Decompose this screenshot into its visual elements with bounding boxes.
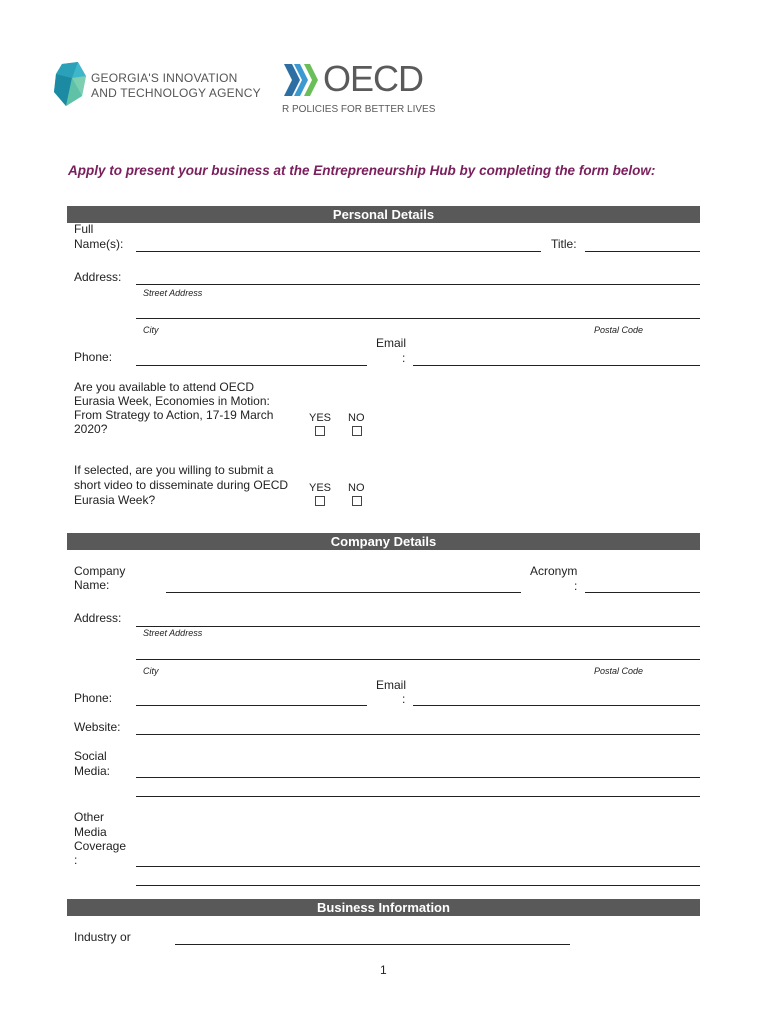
video-no-label: NO	[348, 482, 365, 494]
social-media-field-1[interactable]	[136, 777, 700, 778]
company-city-field[interactable]	[136, 659, 700, 660]
full-name-field[interactable]	[136, 251, 541, 252]
company-street-caption: Street Address	[143, 628, 203, 638]
social-media-label-1: Social	[74, 749, 107, 763]
video-yes-checkbox[interactable]	[315, 496, 325, 506]
personal-street-field[interactable]	[136, 284, 700, 285]
company-postal-caption: Postal Code	[594, 666, 644, 676]
personal-phone-label: Phone:	[74, 350, 113, 364]
oecd-logo-tagline: R POLICIES FOR BETTER LIVES	[282, 104, 436, 115]
oecd-logo-name: OECD	[323, 58, 424, 99]
attendance-yes-label: YES	[309, 412, 332, 424]
personal-email-label: Email	[376, 336, 407, 350]
company-details-header: Company Details	[67, 533, 700, 550]
website-field[interactable]	[136, 734, 700, 735]
video-no-checkbox[interactable]	[352, 496, 362, 506]
attendance-yes-checkbox[interactable]	[315, 426, 325, 436]
personal-details-header: Personal Details	[67, 206, 700, 223]
acronym-label: Acronym	[530, 564, 578, 578]
attendance-no-checkbox[interactable]	[352, 426, 362, 436]
title-field[interactable]	[585, 251, 700, 252]
other-media-field-2[interactable]	[136, 885, 700, 886]
personal-phone-field[interactable]	[136, 365, 367, 366]
company-email-label: Email	[376, 678, 407, 692]
company-name-label-2: Name:	[74, 578, 110, 592]
oecd-chevron-icon	[282, 60, 322, 100]
personal-street-caption: Street Address	[143, 288, 203, 298]
company-phone-label: Phone:	[74, 691, 113, 705]
company-address-label: Address:	[74, 611, 122, 625]
personal-email-colon: :	[402, 351, 406, 365]
website-label: Website:	[74, 720, 121, 734]
gita-logo-line2: AND TECHNOLOGY AGENCY	[91, 86, 261, 100]
acronym-field[interactable]	[585, 592, 700, 593]
company-name-field[interactable]	[166, 592, 521, 593]
industry-label: Industry or	[74, 930, 131, 944]
company-street-field[interactable]	[136, 626, 700, 627]
form-heading: Apply to present your business at the Entrepreneurship Hub by completing the form below:	[68, 163, 656, 178]
personal-city-field[interactable]	[136, 318, 700, 319]
personal-address-label: Address:	[74, 270, 122, 284]
page-number: 1	[380, 963, 387, 977]
personal-city-caption: City	[143, 325, 159, 335]
company-phone-field[interactable]	[136, 705, 367, 706]
attendance-no-label: NO	[348, 412, 365, 424]
gita-logo-icon	[52, 62, 88, 108]
company-name-label-1: Company	[74, 564, 126, 578]
company-email-colon: :	[402, 692, 406, 706]
social-media-label-2: Media:	[74, 764, 111, 778]
personal-postal-caption: Postal Code	[594, 325, 644, 335]
title-label: Title:	[551, 237, 577, 251]
acronym-colon: :	[574, 579, 578, 593]
full-name-label-1: Full	[74, 222, 94, 236]
personal-email-field[interactable]	[413, 365, 700, 366]
full-name-label-2: Name(s):	[74, 237, 124, 251]
social-media-field-2[interactable]	[136, 796, 700, 797]
video-yes-label: YES	[309, 482, 332, 494]
other-media-field-1[interactable]	[136, 866, 700, 867]
industry-field[interactable]	[175, 944, 570, 945]
company-email-field[interactable]	[413, 705, 700, 706]
business-information-header: Business Information	[67, 899, 700, 916]
company-city-caption: City	[143, 666, 159, 676]
gita-logo-line1: GEORGIA'S INNOVATION	[91, 71, 238, 85]
